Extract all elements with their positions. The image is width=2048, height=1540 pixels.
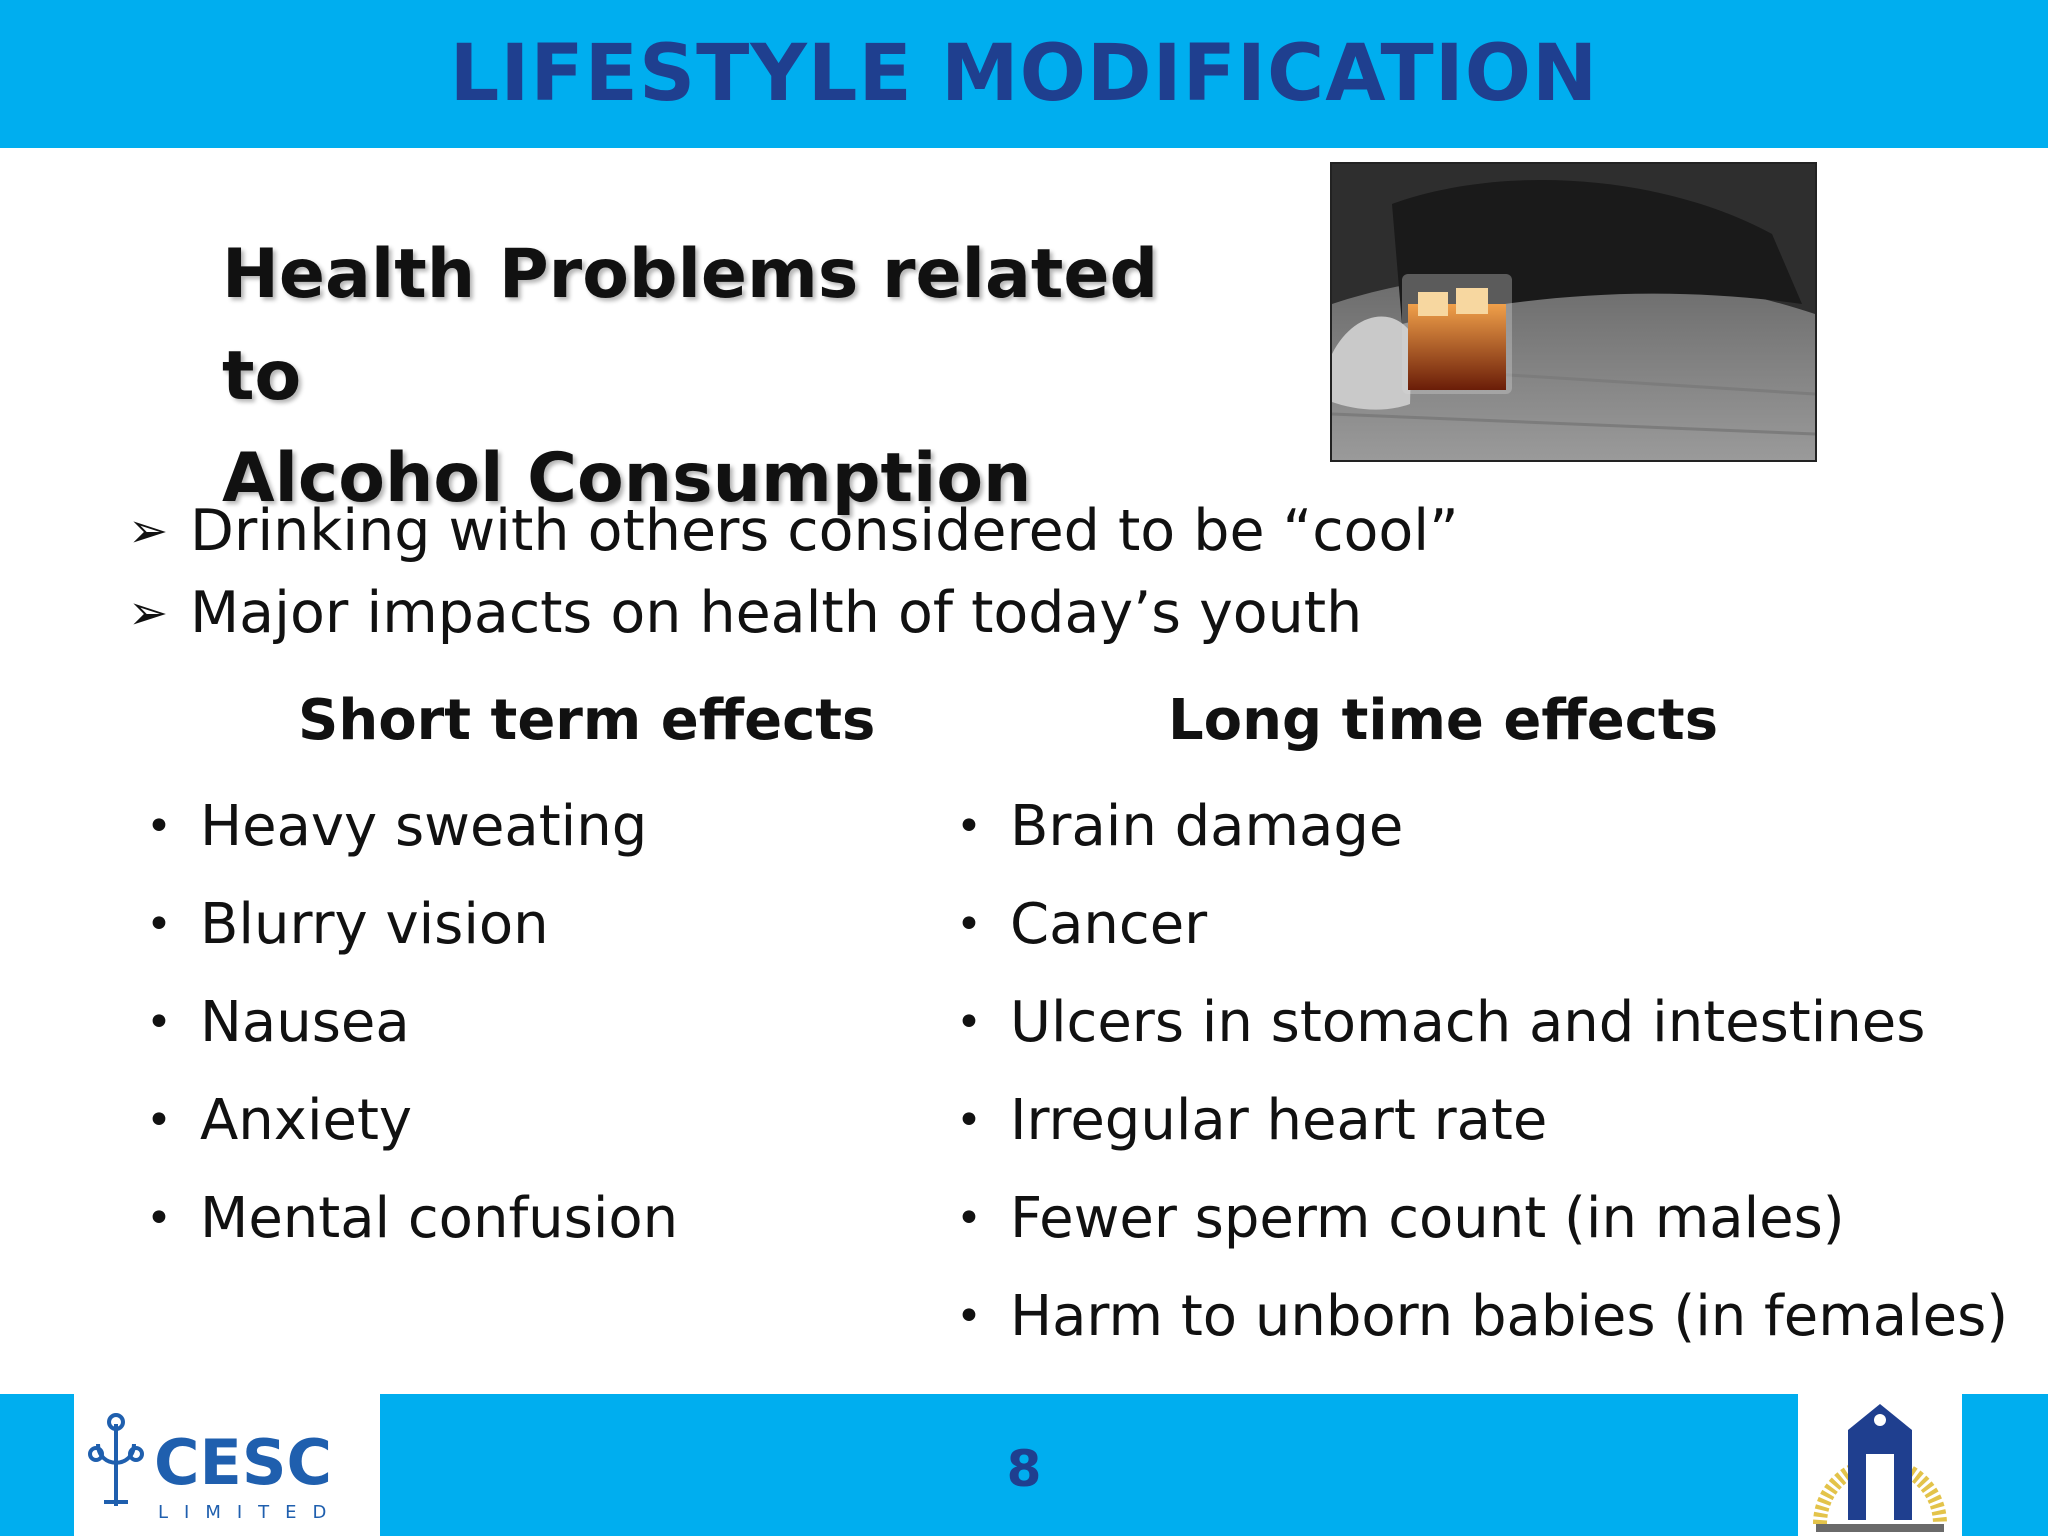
bullet-icon: • <box>146 1095 172 1146</box>
list-item: • Mental confusion <box>118 1180 678 1278</box>
alcohol-photo <box>1330 162 1817 462</box>
key-point-text: Major impacts on health of today’s youth <box>190 580 1363 646</box>
list-item: • Ulcers in stomach and intestines <box>928 984 2008 1082</box>
svg-text:CESC: CESC <box>154 1426 333 1499</box>
svg-text:LIMITED: LIMITED <box>158 1502 343 1523</box>
bullet-icon: • <box>956 801 982 852</box>
short-term-list <box>118 788 678 1278</box>
bullet-icon: • <box>956 1095 982 1146</box>
emblem-icon <box>1798 1394 1962 1536</box>
bullet-icon: • <box>956 899 982 950</box>
list-item: • Irregular heart rate <box>928 1082 2008 1180</box>
key-point-text: Drinking with others considered to be “cool” <box>190 498 1459 564</box>
list-item: • Heavy sweating <box>118 788 678 886</box>
subheading <box>222 224 1222 530</box>
list-item: • Brain damage <box>928 788 2008 886</box>
arrow-bullet-icon: ➢ <box>128 585 169 641</box>
list-item: • Nausea <box>118 984 678 1082</box>
list-item: • Anxiety <box>118 1082 678 1180</box>
arrow-bullet-icon: ➢ <box>128 503 169 559</box>
long-term-list <box>928 788 2008 1376</box>
subheading-line-1: Health Problems related to <box>222 235 1159 416</box>
list-item: • Fewer sperm count (in males) <box>928 1180 2008 1278</box>
bullet-icon: • <box>146 899 172 950</box>
key-point <box>128 490 1459 572</box>
whiskey-glass-icon <box>1332 164 1815 460</box>
short-term-heading: Short term effects <box>298 688 876 753</box>
list-item: • Harm to unborn babies (in females) <box>928 1278 2008 1376</box>
page-number: 8 <box>1006 1440 1042 1498</box>
bullet-icon: • <box>146 1193 172 1244</box>
bullet-icon: • <box>956 1291 982 1342</box>
cesc-logo <box>74 1394 380 1536</box>
cesc-logo-icon <box>74 1394 380 1536</box>
subheading-line-2: Alcohol Consumption <box>222 439 1032 518</box>
bullet-icon: • <box>146 801 172 852</box>
key-point <box>128 572 1459 654</box>
list-item: • Blurry vision <box>118 886 678 984</box>
institution-emblem <box>1798 1394 1962 1536</box>
long-term-heading: Long time effects <box>1168 688 1719 753</box>
bullet-icon: • <box>956 997 982 1048</box>
bullet-icon: • <box>956 1193 982 1244</box>
key-points <box>128 490 1459 654</box>
bullet-icon: • <box>146 997 172 1048</box>
list-item: • Cancer <box>928 886 2008 984</box>
slide-title: LIFESTYLE MODIFICATION <box>449 29 1599 119</box>
